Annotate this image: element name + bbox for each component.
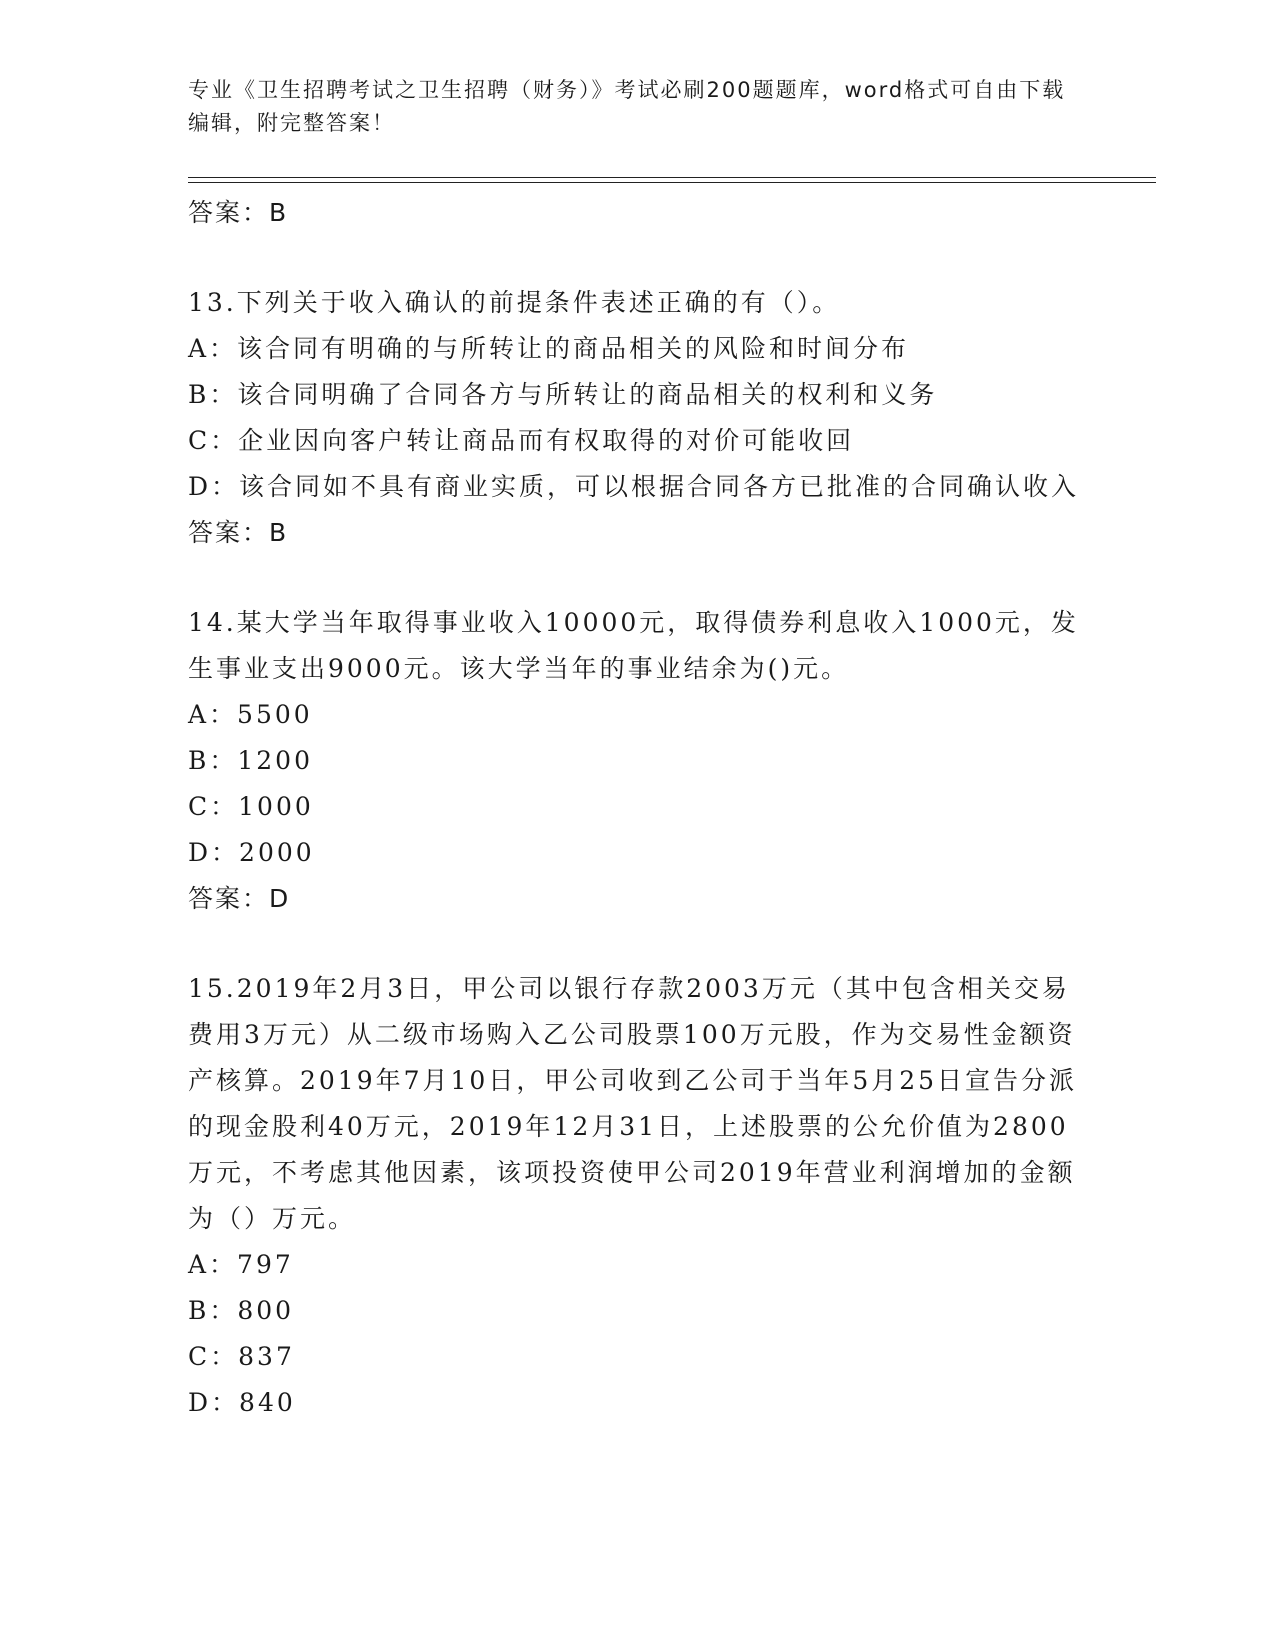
option-d: D：840 bbox=[188, 1388, 296, 1417]
answer-q13: 答案：B bbox=[188, 518, 289, 547]
header-divider bbox=[188, 177, 1156, 183]
option-b: B：该合同明确了合同各方与所转让的商品相关的权利和义务 bbox=[188, 380, 938, 409]
option-a: A：5500 bbox=[188, 700, 313, 729]
option-d: D：该合同如不具有商业实质，可以根据合同各方已批准的合同确认收入 bbox=[188, 472, 1080, 501]
option-c: C：1000 bbox=[188, 792, 314, 821]
answer-q14: 答案：D bbox=[188, 884, 291, 913]
page-header: 专业《卫生招聘考试之卫生招聘（财务）》考试必刷200题题库，word格式可自由下载编辑，附完整答案！ bbox=[188, 78, 1066, 135]
option-b: B：1200 bbox=[188, 746, 313, 775]
question-stem: 13.下列关于收入确认的前提条件表述正确的有（）。 bbox=[188, 288, 841, 317]
option-c: C：837 bbox=[188, 1342, 295, 1371]
option-d: D：2000 bbox=[188, 838, 315, 867]
option-b: B：800 bbox=[188, 1296, 295, 1325]
option-a: A：797 bbox=[188, 1250, 294, 1279]
question-14 bbox=[188, 600, 1088, 922]
question-content bbox=[188, 190, 1088, 1426]
option-a: A：该合同有明确的与所转让的商品相关的风险和时间分布 bbox=[188, 334, 910, 363]
option-c: C：企业因向客户转让商品而有权取得的对价可能收回 bbox=[188, 426, 855, 455]
answer-q12: 答案：B bbox=[188, 198, 289, 227]
question-15 bbox=[188, 966, 1088, 1426]
question-13 bbox=[188, 280, 1088, 556]
question-stem: 15.2019年2月3日，甲公司以银行存款2003万元（其中包含相关交易费用3万元）从二级市场购入乙公司股票100万元股，作为交易性金额资产核算。2019年7月10日，甲公司收到乙公司于当年5月25日宣告分派的现金股利40万元，2019年12月31日，上述股票的公允价值为2800万元，不考虑其他因素，该项投资使甲公司2019年营业利润增加的金额为（）万元。 bbox=[188, 974, 1078, 1233]
question-stem: 14.某大学当年取得事业收入10000元，取得债券利息收入1000元，发生事业支出9000元。该大学当年的事业结余为()元。 bbox=[188, 608, 1079, 683]
